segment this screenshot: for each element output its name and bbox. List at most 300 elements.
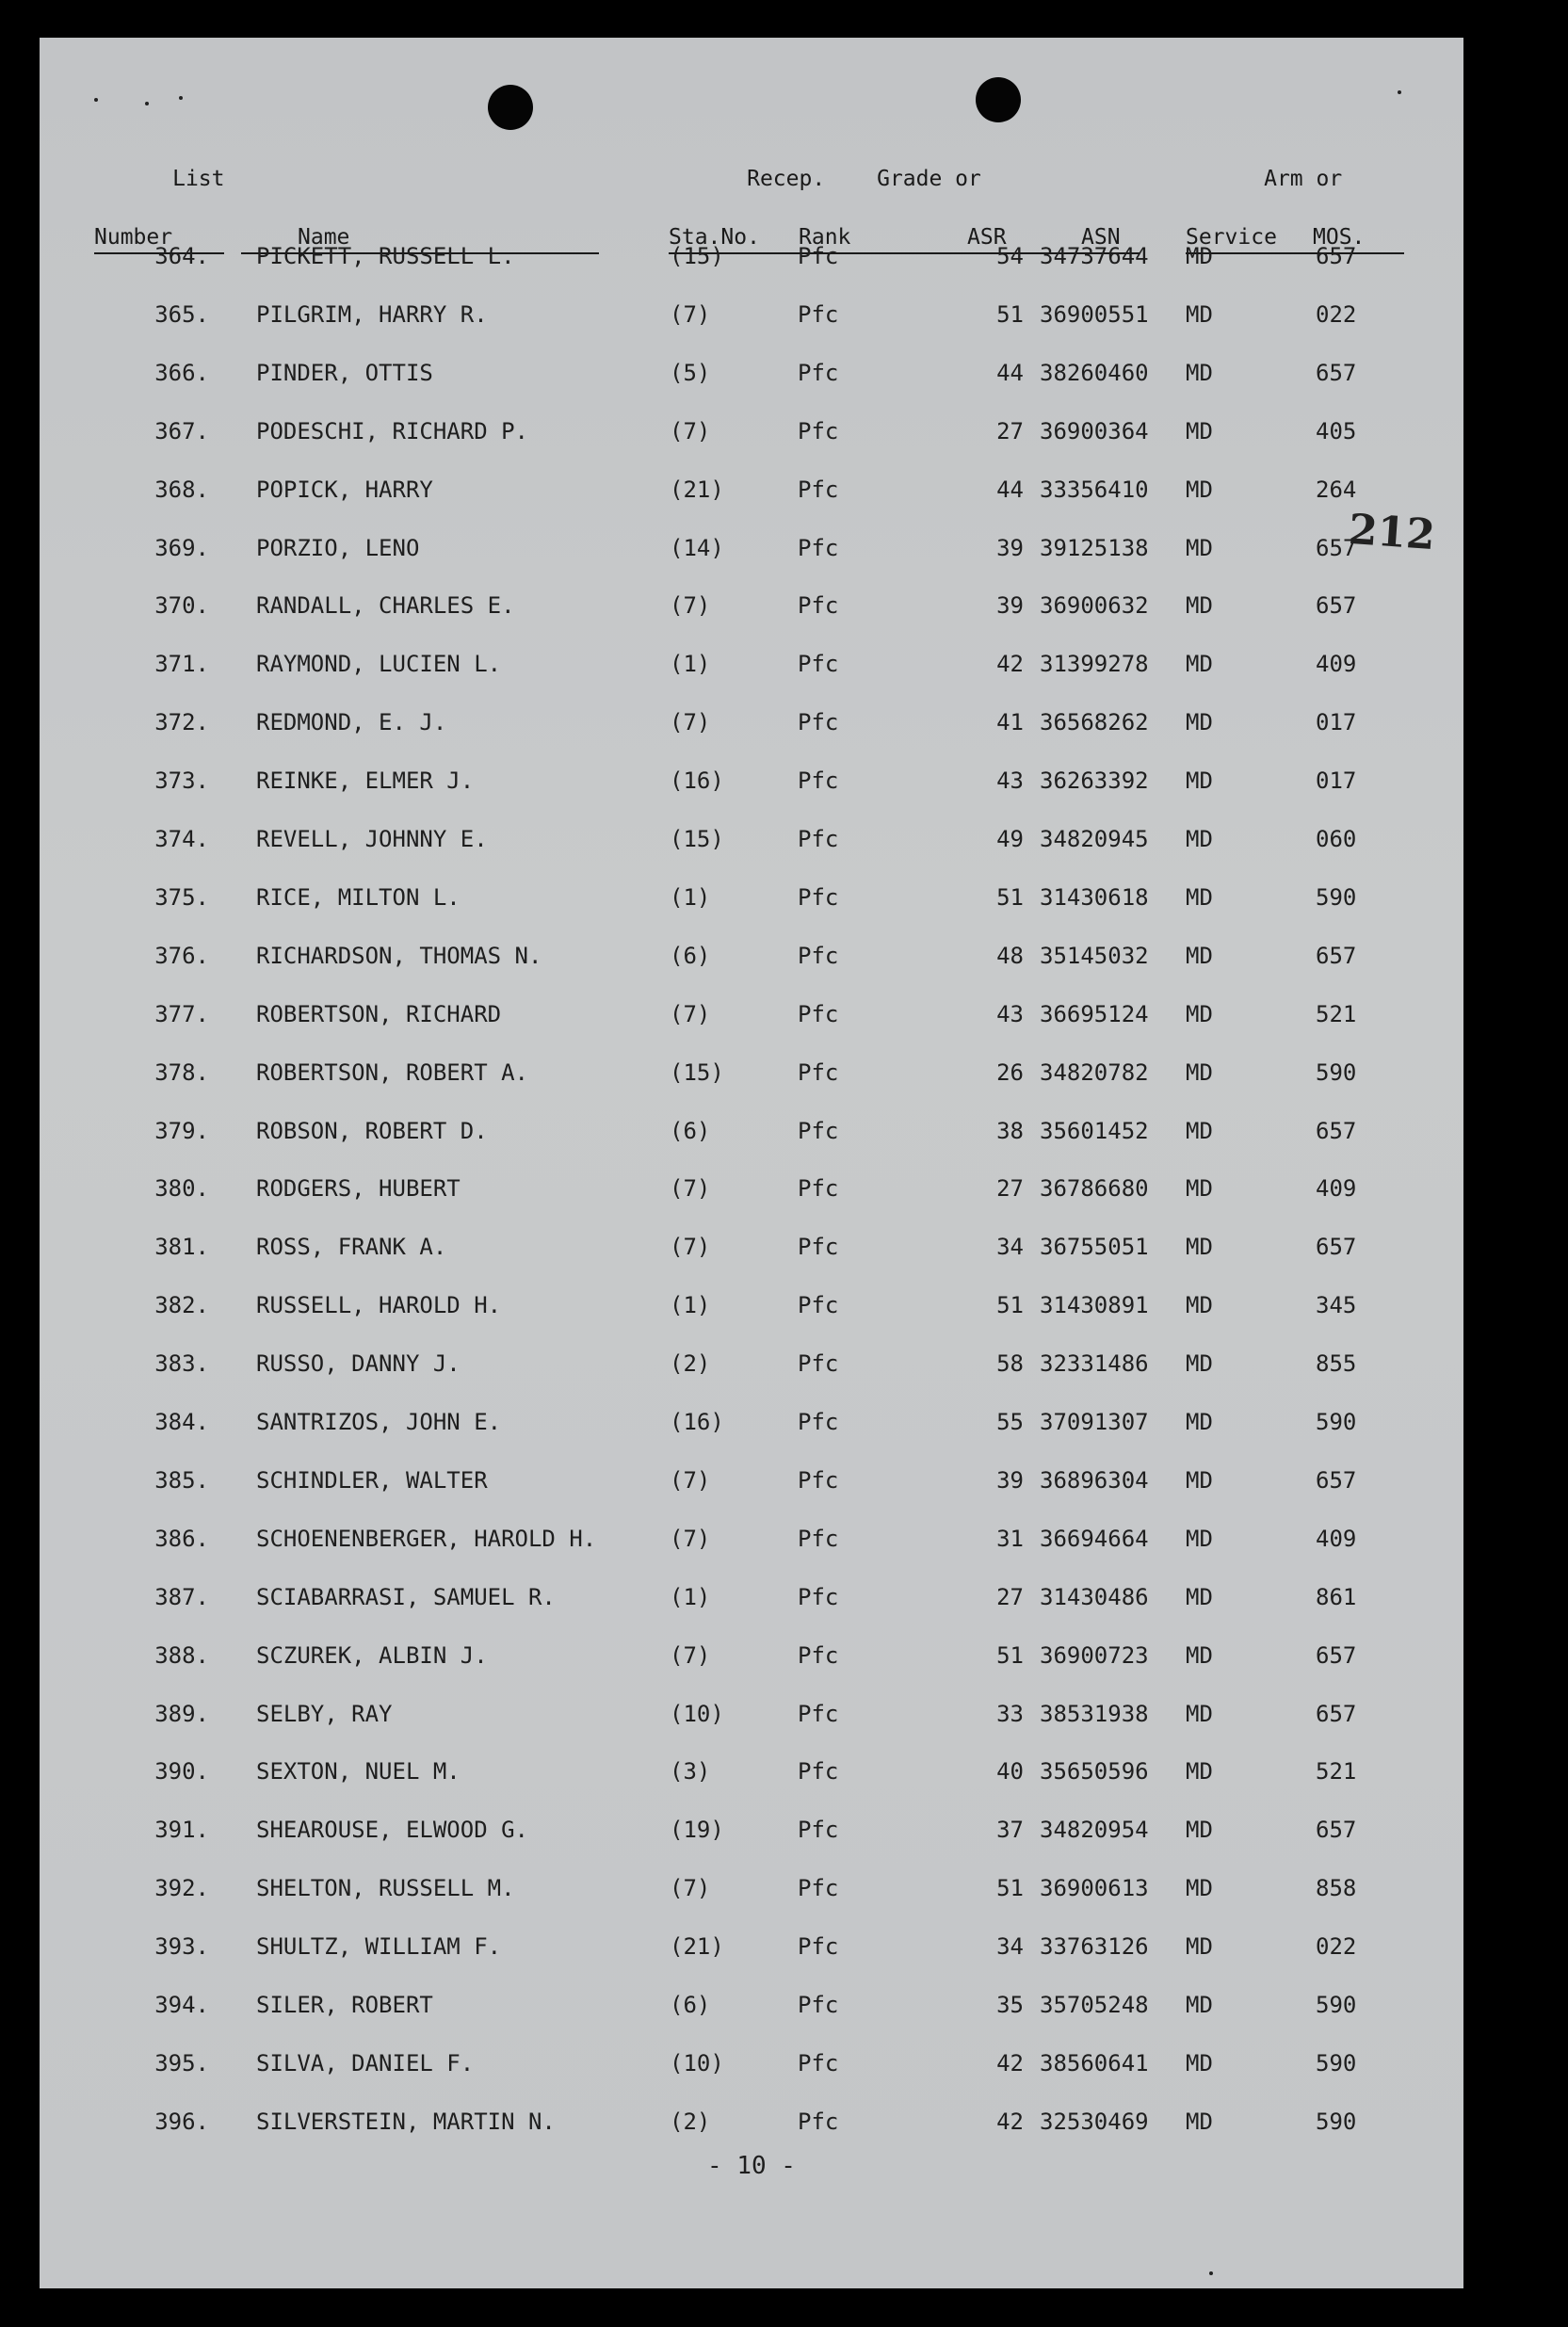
reception-station: (7) [670, 1175, 711, 1203]
list-number: 396. [154, 2108, 209, 2135]
reception-station: (10) [670, 1700, 724, 1727]
grade-rank: Pfc [798, 1758, 839, 1786]
soldier-name: ROBERTSON, ROBERT A. [256, 1058, 528, 1086]
header-line: MOS. [1313, 223, 1404, 254]
grade-rank: Pfc [798, 768, 839, 795]
grade-rank: Pfc [798, 1350, 839, 1378]
army-serial-number: 39125138 [1040, 534, 1149, 561]
arm-service: MD [1186, 1992, 1213, 2018]
arm-service: MD [1186, 1000, 1213, 1027]
army-serial-number: 35705248 [1040, 1992, 1149, 2018]
grade-rank: Pfc [798, 1583, 839, 1610]
list-number: 365. [154, 300, 209, 328]
table-row [40, 995, 1463, 1033]
army-serial-number: 35145032 [1040, 942, 1149, 969]
mos-code: 590 [1316, 1992, 1357, 2018]
asr-score: 54 [996, 243, 1024, 269]
mos-code: 657 [1316, 359, 1357, 386]
reception-station: (7) [670, 709, 711, 736]
speck-mark [1398, 90, 1401, 94]
soldier-name: SHEAROUSE, ELWOOD G. [256, 1817, 528, 1844]
table-row [40, 412, 1463, 450]
army-serial-number: 36900632 [1040, 592, 1149, 620]
soldier-name: SHULTZ, WILLIAM F. [256, 1933, 502, 1961]
table-row [40, 1520, 1463, 1558]
table-row [40, 1345, 1463, 1382]
mos-code: 022 [1316, 300, 1357, 328]
header-line: Sta.No. [669, 223, 825, 254]
mos-code: 657 [1316, 1817, 1357, 1844]
mos-code: 858 [1316, 1875, 1357, 1902]
table-row [40, 1170, 1463, 1207]
soldier-name: SCHINDLER, WALTER [256, 1466, 488, 1494]
table-row [40, 1228, 1463, 1266]
table-row [40, 354, 1463, 392]
list-number: 395. [154, 2049, 209, 2077]
list-number: 389. [154, 1700, 209, 1727]
reception-station: (7) [670, 1875, 711, 1902]
header-line: Recep. [747, 167, 826, 191]
reception-station: (2) [670, 1350, 711, 1378]
table-row [40, 1869, 1463, 1907]
army-serial-number: 33356410 [1040, 476, 1149, 503]
table-row [40, 2044, 1463, 2082]
asr-score: 26 [996, 1058, 1024, 1086]
header-line: ASR [967, 223, 1059, 254]
reception-station: (6) [670, 942, 711, 969]
arm-service: MD [1186, 942, 1213, 969]
arm-service: MD [1186, 1933, 1213, 1961]
soldier-name: SELBY, RAY [256, 1700, 393, 1727]
reception-station: (14) [670, 534, 724, 561]
list-number: 391. [154, 1817, 209, 1844]
asr-score: 42 [996, 2108, 1024, 2135]
reception-station: (1) [670, 651, 711, 678]
list-number: 384. [154, 1409, 209, 1435]
grade-rank: Pfc [798, 476, 839, 503]
army-serial-number: 33763126 [1040, 1933, 1149, 1961]
reception-station: (1) [670, 1583, 711, 1610]
table-row [40, 1637, 1463, 1674]
army-serial-number: 31430891 [1040, 1292, 1149, 1319]
list-number: 386. [154, 1525, 209, 1552]
mos-code: 657 [1316, 534, 1357, 561]
soldier-name: POPICK, HARRY [256, 476, 433, 503]
army-serial-number: 36755051 [1040, 1234, 1149, 1261]
grade-rank: Pfc [798, 534, 839, 561]
arm-service: MD [1186, 1525, 1213, 1552]
list-number: 394. [154, 1992, 209, 2018]
soldier-name: REDMOND, E. J. [256, 709, 447, 736]
grade-rank: Pfc [798, 2108, 839, 2135]
header-name [241, 136, 599, 313]
reception-station: (15) [670, 243, 724, 269]
grade-rank: Pfc [798, 1234, 839, 1261]
army-serial-number: 32530469 [1040, 2108, 1149, 2135]
reception-station: (7) [670, 1234, 711, 1261]
arm-service: MD [1186, 1350, 1213, 1378]
header-line: Number [94, 223, 224, 254]
soldier-name: SHELTON, RUSSELL M. [256, 1875, 515, 1902]
reception-station: (7) [670, 1000, 711, 1027]
mos-code: 657 [1316, 592, 1357, 620]
list-number: 383. [154, 1350, 209, 1378]
army-serial-number: 31430618 [1040, 883, 1149, 911]
arm-service: MD [1186, 1758, 1213, 1786]
mos-code: 657 [1316, 1117, 1357, 1144]
list-number: 375. [154, 883, 209, 911]
reception-station: (7) [670, 592, 711, 620]
asr-score: 51 [996, 1875, 1024, 1902]
list-number: 390. [154, 1758, 209, 1786]
mos-code: 017 [1316, 709, 1357, 736]
asr-score: 35 [996, 1992, 1024, 2018]
table-row [40, 1403, 1463, 1441]
speck-mark [1209, 2271, 1213, 2275]
army-serial-number: 36568262 [1040, 709, 1149, 736]
arm-service: MD [1186, 1234, 1213, 1261]
mos-code: 590 [1316, 1409, 1357, 1435]
reception-station: (5) [670, 359, 711, 386]
mos-code: 657 [1316, 1234, 1357, 1261]
grade-rank: Pfc [798, 1641, 839, 1669]
list-number: 372. [154, 709, 209, 736]
army-serial-number: 32331486 [1040, 1350, 1149, 1378]
army-serial-number: 34820945 [1040, 826, 1149, 852]
soldier-name: RANDALL, CHARLES E. [256, 592, 515, 620]
table-row [40, 296, 1463, 333]
mos-code: 409 [1316, 1175, 1357, 1203]
mos-code: 861 [1316, 1583, 1357, 1610]
grade-rank: Pfc [798, 1175, 839, 1203]
arm-service: MD [1186, 417, 1213, 444]
soldier-name: SILVERSTEIN, MARTIN N. [256, 2108, 556, 2135]
asr-score: 33 [996, 1700, 1024, 1727]
reception-station: (10) [670, 2049, 724, 2077]
speck-mark [145, 102, 149, 105]
soldier-name: SANTRIZOS, JOHN E. [256, 1409, 502, 1435]
reception-station: (1) [670, 883, 711, 911]
list-number: 379. [154, 1117, 209, 1144]
table-header [40, 136, 1463, 250]
header-grade [799, 136, 981, 313]
soldier-name: SILER, ROBERT [256, 1992, 433, 2018]
arm-service: MD [1186, 768, 1213, 795]
army-serial-number: 34820954 [1040, 1817, 1149, 1844]
grade-rank: Pfc [798, 1525, 839, 1552]
mos-code: 409 [1316, 1525, 1357, 1552]
header-list-number [94, 136, 224, 313]
list-number: 373. [154, 768, 209, 795]
asr-score: 51 [996, 300, 1024, 328]
army-serial-number: 36695124 [1040, 1000, 1149, 1027]
soldier-name: SILVA, DANIEL F. [256, 2049, 475, 2077]
mos-code: 657 [1316, 1466, 1357, 1494]
arm-service: MD [1186, 709, 1213, 736]
arm-service: MD [1186, 359, 1213, 386]
mos-code: 264 [1316, 476, 1357, 503]
grade-rank: Pfc [798, 417, 839, 444]
arm-service: MD [1186, 1875, 1213, 1902]
asr-score: 44 [996, 476, 1024, 503]
asr-score: 38 [996, 1117, 1024, 1144]
list-number: 370. [154, 592, 209, 620]
reception-station: (7) [670, 1525, 711, 1552]
grade-rank: Pfc [798, 883, 839, 911]
grade-rank: Pfc [798, 942, 839, 969]
table-row [40, 587, 1463, 624]
mos-code: 657 [1316, 1700, 1357, 1727]
arm-service: MD [1186, 1466, 1213, 1494]
list-number: 368. [154, 476, 209, 503]
reception-station: (16) [670, 1409, 724, 1435]
arm-service: MD [1186, 883, 1213, 911]
reception-station: (7) [670, 417, 711, 444]
asr-score: 55 [996, 1409, 1024, 1435]
mos-code: 590 [1316, 2108, 1357, 2135]
grade-rank: Pfc [798, 651, 839, 678]
mos-code: 855 [1316, 1350, 1357, 1378]
asr-score: 41 [996, 709, 1024, 736]
list-number: 366. [154, 359, 209, 386]
soldier-name: RAYMOND, LUCIEN L. [256, 651, 502, 678]
asr-score: 27 [996, 417, 1024, 444]
asr-score: 34 [996, 1933, 1024, 1961]
table-row [40, 1811, 1463, 1849]
soldier-name: SCHOENENBERGER, HAROLD H. [256, 1525, 597, 1552]
arm-service: MD [1186, 2108, 1213, 2135]
list-number: 374. [154, 826, 209, 852]
grade-rank: Pfc [798, 1875, 839, 1902]
grade-rank: Pfc [798, 2049, 839, 2077]
soldier-name: SEXTON, NUEL M. [256, 1758, 461, 1786]
army-serial-number: 38260460 [1040, 359, 1149, 386]
army-serial-number: 35601452 [1040, 1117, 1149, 1144]
soldier-name: PICKETT, RUSSELL L. [256, 243, 515, 269]
speck-mark [179, 96, 183, 100]
soldier-name: SCIABARRASI, SAMUEL R. [256, 1583, 556, 1610]
arm-service: MD [1186, 1292, 1213, 1319]
grade-rank: Pfc [798, 243, 839, 269]
reception-station: (21) [670, 1933, 724, 1961]
mos-code: 590 [1316, 883, 1357, 911]
asr-score: 44 [996, 359, 1024, 386]
asr-score: 43 [996, 768, 1024, 795]
arm-service: MD [1186, 1058, 1213, 1086]
header-asn [1043, 136, 1140, 313]
mos-code: 590 [1316, 1058, 1357, 1086]
soldier-name: ROBERTSON, RICHARD [256, 1000, 502, 1027]
reception-station: (2) [670, 2108, 711, 2135]
header-line: Service [1186, 223, 1342, 254]
header-line: Name [241, 223, 599, 254]
asr-score: 39 [996, 534, 1024, 561]
asr-score: 49 [996, 826, 1024, 852]
soldier-name: PINDER, OTTIS [256, 359, 433, 386]
list-number: 382. [154, 1292, 209, 1319]
army-serial-number: 34737644 [1040, 243, 1149, 269]
army-serial-number: 31430486 [1040, 1583, 1149, 1610]
asr-score: 40 [996, 1758, 1024, 1786]
reception-station: (7) [670, 1641, 711, 1669]
table-row [40, 762, 1463, 800]
reception-station: (15) [670, 826, 724, 852]
grade-rank: Pfc [798, 1466, 839, 1494]
document-page [40, 38, 1463, 2288]
list-number: 393. [154, 1933, 209, 1961]
soldier-name: RICHARDSON, THOMAS N. [256, 942, 542, 969]
mos-code: 657 [1316, 1641, 1357, 1669]
table-row [40, 237, 1463, 275]
soldier-name: RODGERS, HUBERT [256, 1175, 461, 1203]
list-number: 385. [154, 1466, 209, 1494]
list-number: 378. [154, 1058, 209, 1086]
mos-code: 409 [1316, 651, 1357, 678]
asr-score: 39 [996, 1466, 1024, 1494]
mos-code: 405 [1316, 417, 1357, 444]
table-row [40, 2103, 1463, 2141]
table-row [40, 1928, 1463, 1965]
grade-rank: Pfc [798, 1933, 839, 1961]
grade-rank: Pfc [798, 359, 839, 386]
asr-score: 31 [996, 1525, 1024, 1552]
header-line: ASN [1043, 223, 1140, 254]
arm-service: MD [1186, 1700, 1213, 1727]
soldier-name: ROSS, FRANK A. [256, 1234, 447, 1261]
soldier-name: REVELL, JOHNNY E. [256, 826, 488, 852]
grade-rank: Pfc [798, 1058, 839, 1086]
mos-code: 521 [1316, 1758, 1357, 1786]
army-serial-number: 36900551 [1040, 300, 1149, 328]
asr-score: 51 [996, 1641, 1024, 1669]
asr-score: 39 [996, 592, 1024, 620]
army-serial-number: 36694664 [1040, 1525, 1149, 1552]
reception-station: (7) [670, 300, 711, 328]
reception-station: (19) [670, 1817, 724, 1844]
arm-service: MD [1186, 1583, 1213, 1610]
mos-code: 017 [1316, 768, 1357, 795]
soldier-name: PODESCHI, RICHARD P. [256, 417, 528, 444]
list-number: 380. [154, 1175, 209, 1203]
soldier-name: REINKE, ELMER J. [256, 768, 475, 795]
arm-service: MD [1186, 1641, 1213, 1669]
header-mos [1313, 136, 1404, 313]
soldier-name: RUSSELL, HAROLD H. [256, 1292, 502, 1319]
army-serial-number: 36263392 [1040, 768, 1149, 795]
arm-service: MD [1186, 1175, 1213, 1203]
table-row [40, 1462, 1463, 1499]
mos-code: 657 [1316, 942, 1357, 969]
asr-score: 42 [996, 2049, 1024, 2077]
handwritten-annotation: 212 [1347, 505, 1437, 560]
list-number: 364. [154, 243, 209, 269]
table-row [40, 1112, 1463, 1150]
grade-rank: Pfc [798, 1992, 839, 2018]
list-number: 376. [154, 942, 209, 969]
reception-station: (6) [670, 1117, 711, 1144]
list-number: 369. [154, 534, 209, 561]
arm-service: MD [1186, 476, 1213, 503]
mos-code: 345 [1316, 1292, 1357, 1319]
reception-station: (7) [670, 1466, 711, 1494]
header-line: Grade or [877, 167, 981, 191]
grade-rank: Pfc [798, 592, 839, 620]
mos-code: 022 [1316, 1933, 1357, 1961]
list-number: 367. [154, 417, 209, 444]
soldier-name: RUSSO, DANNY J. [256, 1350, 461, 1378]
arm-service: MD [1186, 651, 1213, 678]
asr-score: 51 [996, 1292, 1024, 1319]
asr-score: 43 [996, 1000, 1024, 1027]
reception-station: (1) [670, 1292, 711, 1319]
reception-station: (21) [670, 476, 724, 503]
table-row [40, 937, 1463, 975]
soldier-name: PORZIO, LENO [256, 534, 420, 561]
arm-service: MD [1186, 1409, 1213, 1435]
asr-score: 42 [996, 651, 1024, 678]
army-serial-number: 35650596 [1040, 1758, 1149, 1786]
list-number: 387. [154, 1583, 209, 1610]
list-number: 377. [154, 1000, 209, 1027]
grade-rank: Pfc [798, 1117, 839, 1144]
asr-score: 34 [996, 1234, 1024, 1261]
header-line: Arm or [1264, 167, 1343, 191]
army-serial-number: 34820782 [1040, 1058, 1149, 1086]
army-serial-number: 36900723 [1040, 1641, 1149, 1669]
mos-code: 060 [1316, 826, 1357, 852]
header-line: List [172, 167, 225, 191]
grade-rank: Pfc [798, 1817, 839, 1844]
reception-station: (3) [670, 1758, 711, 1786]
soldier-name: RICE, MILTON L. [256, 883, 461, 911]
list-number: 371. [154, 651, 209, 678]
grade-rank: Pfc [798, 1409, 839, 1435]
army-serial-number: 36900613 [1040, 1875, 1149, 1902]
list-number: 388. [154, 1641, 209, 1669]
reception-station: (16) [670, 768, 724, 795]
asr-score: 48 [996, 942, 1024, 969]
header-line: Rank [799, 223, 981, 254]
table-row [40, 1578, 1463, 1616]
table-row [40, 820, 1463, 858]
army-serial-number: 38531938 [1040, 1700, 1149, 1727]
grade-rank: Pfc [798, 1292, 839, 1319]
grade-rank: Pfc [798, 1700, 839, 1727]
asr-score: 27 [996, 1175, 1024, 1203]
grade-rank: Pfc [798, 1000, 839, 1027]
asr-score: 37 [996, 1817, 1024, 1844]
table-row [40, 879, 1463, 916]
table-row [40, 1695, 1463, 1733]
arm-service: MD [1186, 300, 1213, 328]
soldier-name: ROBSON, ROBERT D. [256, 1117, 488, 1144]
table-row [40, 703, 1463, 741]
table-row [40, 1753, 1463, 1790]
list-number: 392. [154, 1875, 209, 1902]
punch-hole-left [488, 85, 533, 130]
punch-hole-right [976, 77, 1021, 122]
page-number: - 10 - [707, 2152, 796, 2180]
soldier-name: SCZUREK, ALBIN J. [256, 1641, 488, 1669]
table-row [40, 645, 1463, 683]
soldier-name: PILGRIM, HARRY R. [256, 300, 488, 328]
arm-service: MD [1186, 2049, 1213, 2077]
speck-mark [94, 98, 98, 102]
arm-service: MD [1186, 826, 1213, 852]
table-row [40, 1286, 1463, 1324]
table-row [40, 1054, 1463, 1091]
arm-service: MD [1186, 1817, 1213, 1844]
